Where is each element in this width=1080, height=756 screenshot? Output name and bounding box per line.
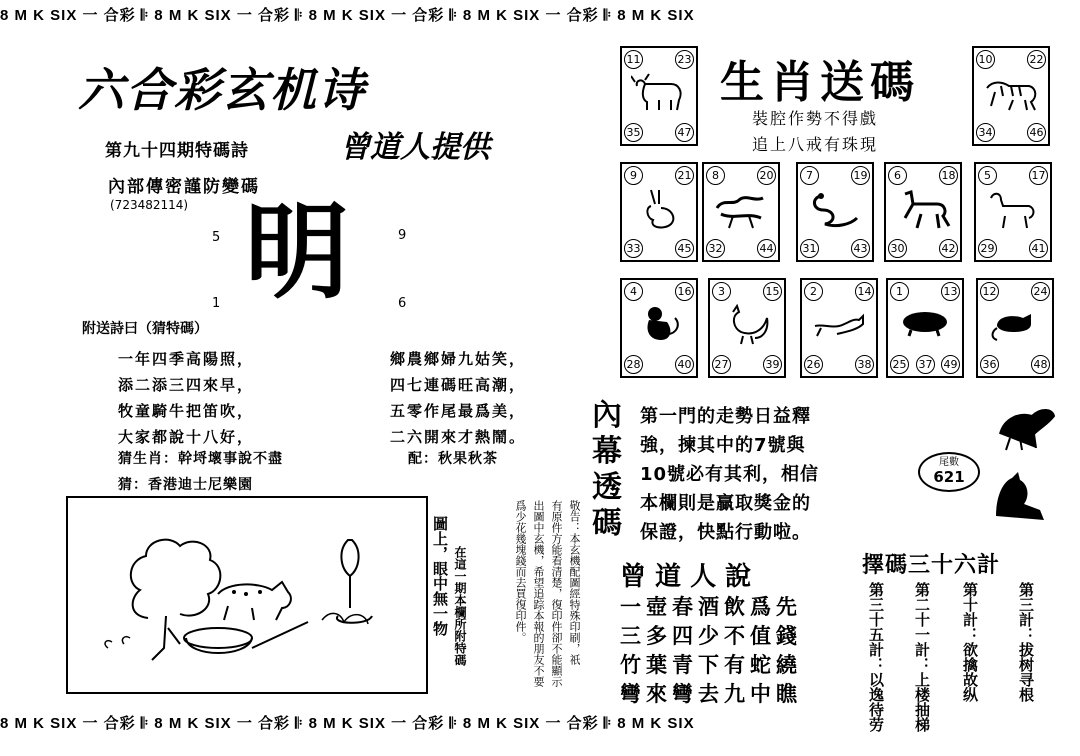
- card-number: 49: [941, 355, 960, 374]
- card-number: 13: [941, 282, 960, 301]
- card-number: 5: [978, 166, 997, 185]
- poem-right-column: [390, 348, 526, 452]
- poem-line: 四七連碼旺高潮，: [390, 376, 527, 394]
- dog-sitting-icon: [988, 470, 1052, 524]
- card-number: 33: [624, 239, 643, 258]
- main-title: 六合彩玄机诗: [78, 63, 366, 117]
- card-number: 42: [939, 239, 958, 258]
- zodiac-card-tiger: [972, 46, 1050, 146]
- saying-line: 彎來彎去九中瞧: [620, 681, 802, 706]
- card-number: 3: [712, 282, 731, 301]
- card-number: 37: [916, 355, 935, 374]
- tail-value: 621: [933, 468, 965, 486]
- zodiac-card-rat: [976, 278, 1054, 378]
- inner-text-line: 第一門的走勢日益釋: [640, 406, 811, 427]
- card-number: 27: [712, 355, 731, 374]
- card-number: 2: [804, 282, 823, 301]
- card-number: 7: [800, 166, 819, 185]
- card-number: 9: [624, 166, 643, 185]
- card-number: 34: [976, 123, 995, 142]
- card-number: 16: [675, 282, 694, 301]
- zodiac-card-monkey: [620, 278, 698, 378]
- rabbit-icon: [631, 188, 687, 232]
- tagline: 內部傳密謹防變碼: [108, 177, 260, 197]
- notice-line-2: 有原件方能看清楚，復印件卻不能顯示: [550, 500, 563, 687]
- guess-place: 猜：香港迪士尼樂園: [118, 477, 253, 493]
- zodiac-line-2: 追上八戒有珠現: [752, 135, 879, 154]
- card-number: 45: [675, 239, 694, 258]
- card-number: 26: [804, 355, 823, 374]
- dragon-icon: [713, 188, 769, 232]
- strategy-title: 擇碼三十六計: [862, 553, 1001, 578]
- rooster-icon: [719, 304, 775, 348]
- notice-line-3: 出圖中玄機，希望追踪本報的朋友不要: [532, 500, 545, 687]
- saying-line: 三多四少不值錢: [620, 623, 802, 648]
- zodiac-card-rabbit: [620, 162, 698, 262]
- card-number: 36: [980, 355, 999, 374]
- notice-line-1: 敬告：本玄機配圖經特殊印刷，祇: [568, 500, 581, 665]
- card-number: 43: [851, 239, 870, 258]
- poem-left-column: [118, 348, 254, 452]
- card-number: 40: [675, 355, 694, 374]
- saying-lines: [620, 592, 802, 708]
- zodiac-line-1: 裝腔作勢不得戲: [752, 109, 879, 128]
- card-number: 48: [1031, 355, 1050, 374]
- corner-number-bl: 1: [212, 296, 221, 311]
- saying-title: 曾 道 人 說: [620, 562, 752, 592]
- inner-label-char: 幕: [592, 434, 622, 469]
- poem-line: 添二添三四來早，: [118, 376, 255, 394]
- corner-number-tr: 9: [398, 228, 407, 243]
- zodiac-card-dragon: [702, 162, 780, 262]
- zodiac-card-dog: [800, 278, 878, 378]
- saying-line: 竹葉青下有蛇繞: [620, 652, 802, 677]
- illustration-frame: [66, 496, 428, 694]
- poem-line: 二六開來才熱鬧。: [390, 428, 527, 446]
- card-number: 25: [890, 355, 909, 374]
- card-number: 31: [800, 239, 819, 258]
- saying-line: 一壺春酒飲爲先: [620, 594, 802, 619]
- strategy-item: 第三計：拔树寻根: [1017, 582, 1035, 702]
- card-number: 21: [675, 166, 694, 185]
- card-number: 12: [980, 282, 999, 301]
- pig-icon: [897, 304, 953, 348]
- snake-icon: [807, 188, 863, 232]
- card-number: 28: [624, 355, 643, 374]
- inner-text-line: 強，揀其中的7號與: [640, 435, 806, 456]
- strategy-item: 第三十五計：以逸待劳: [867, 582, 885, 732]
- inner-label-char: 碼: [592, 506, 622, 541]
- poem-line: 鄉農鄉婦九姑笑，: [390, 350, 527, 368]
- ox-icon: [631, 72, 687, 116]
- card-number: 41: [1029, 239, 1048, 258]
- inner-codes-label: [592, 398, 628, 542]
- card-number: 18: [939, 166, 958, 185]
- guess-zodiac: 猜生肖：幹埒壞事說不盡: [118, 451, 283, 467]
- notice-line-4: 爲少花幾塊錢而去買復印件。: [514, 500, 527, 643]
- card-number: 15: [763, 282, 782, 301]
- poem-line: 大家都說十八好，: [118, 428, 255, 446]
- dog-icon: [811, 304, 867, 348]
- corner-number-tl: 5: [212, 230, 221, 245]
- card-number: 19: [851, 166, 870, 185]
- card-number: 44: [757, 239, 776, 258]
- card-number: 24: [1031, 282, 1050, 301]
- inner-text-line: 10號必有其利，相信: [640, 464, 820, 485]
- issue-label: 第九十四期特碼詩: [105, 141, 249, 161]
- zodiac-title: 生肖送碼: [720, 57, 920, 108]
- guess-match: 配：秋果秋茶: [408, 451, 498, 467]
- horse-icon: [895, 188, 951, 232]
- card-number: 38: [855, 355, 874, 374]
- corner-number-br: 6: [398, 296, 407, 311]
- subtitle: 曾道人提供: [340, 130, 490, 165]
- bottom-border-strip: 8 M K SIX 一 合彩 𝄆 8 M K SIX 一 合彩 𝄆 8 M K SIX 一 合彩 𝄆 8 M K SIX 一 合彩 𝄆 8 M K SIX: [0, 715, 695, 732]
- card-number: 29: [978, 239, 997, 258]
- card-number: 47: [675, 123, 694, 142]
- monkey-icon: [631, 304, 687, 348]
- card-number: 22: [1027, 50, 1046, 69]
- card-number: 39: [763, 355, 782, 374]
- inner-codes-text: [640, 402, 819, 547]
- inner-text-line: 本欄則是贏取獎金的: [640, 493, 811, 514]
- zodiac-card-horse: [884, 162, 962, 262]
- card-number: 23: [675, 50, 694, 69]
- card-number: 17: [1029, 166, 1048, 185]
- goat-icon: [985, 188, 1041, 232]
- poem-line: 牧童騎牛把笛吹，: [118, 402, 255, 420]
- picture-caption-1: 圖上，眼中無一物: [431, 516, 449, 636]
- picture-caption-2: 在這一期本欄所附特碼: [453, 546, 467, 666]
- inner-label-char: 透: [592, 470, 622, 505]
- zodiac-card-goat: [974, 162, 1052, 262]
- card-number: 4: [624, 282, 643, 301]
- inner-text-line: 保證，快點行動啦。: [640, 522, 811, 543]
- card-number: 1: [890, 282, 909, 301]
- card-number: 20: [757, 166, 776, 185]
- zodiac-card-rooster: [708, 278, 786, 378]
- poem-header: 附送詩曰（猜特碼）: [82, 321, 208, 337]
- illustration-sketch: [68, 498, 426, 692]
- zodiac-card-ox: [620, 46, 698, 146]
- zodiac-card-pig: [886, 278, 964, 378]
- card-number: 8: [706, 166, 725, 185]
- code-number: (723482114): [110, 198, 189, 212]
- card-number: 14: [855, 282, 874, 301]
- card-number: 32: [706, 239, 725, 258]
- card-number: 6: [888, 166, 907, 185]
- card-number: 30: [888, 239, 907, 258]
- rat-icon: [987, 304, 1043, 348]
- big-character: 明: [245, 190, 350, 313]
- tail-number-badge: [918, 452, 980, 492]
- strategy-item: 第二十一計：上楼抽梯: [913, 582, 931, 732]
- card-number: 10: [976, 50, 995, 69]
- inner-label-char: 內: [592, 398, 622, 433]
- card-number: 46: [1027, 123, 1046, 142]
- poem-line: 一年四季高陽照，: [118, 350, 255, 368]
- tail-label: 尾數: [939, 457, 959, 468]
- strategy-item: 第十計：欲擒故纵: [961, 582, 979, 702]
- top-border-strip: 8 M K SIX 一 合彩 𝄆 8 M K SIX 一 合彩 𝄆 8 M K SIX 一 合彩 𝄆 8 M K SIX 一 合彩 𝄆 8 M K SIX: [0, 7, 695, 24]
- dog-silhouette-icon: [990, 398, 1060, 454]
- tiger-icon: [983, 72, 1039, 116]
- zodiac-card-snake: [796, 162, 874, 262]
- card-number: 11: [624, 50, 643, 69]
- card-number: 35: [624, 123, 643, 142]
- poem-line: 五零作尾最爲美，: [390, 402, 527, 420]
